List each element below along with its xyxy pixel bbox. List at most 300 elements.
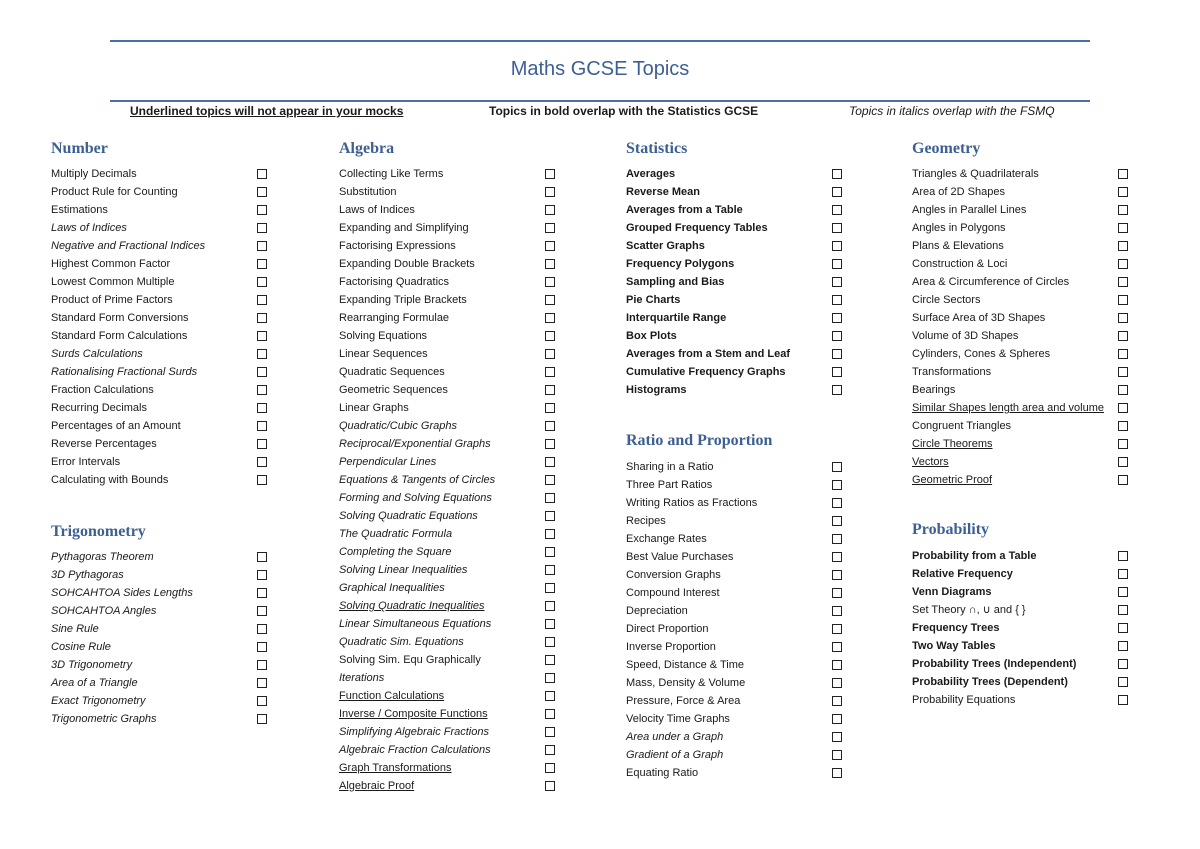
topic-item [339, 417, 559, 435]
topic-item [339, 777, 559, 795]
topic-checkbox[interactable] [832, 367, 842, 377]
topic-label: Recipes [626, 515, 666, 527]
topic-checkbox[interactable] [545, 493, 555, 503]
topic-item [51, 453, 273, 471]
topic-item [912, 453, 1132, 471]
topic-label: Triangles & Quadrilaterals [912, 168, 1039, 180]
topic-item [339, 363, 559, 381]
topic-label: Percentages of an Amount [51, 420, 181, 432]
topic-item [912, 201, 1132, 219]
topic-checkbox[interactable] [545, 547, 555, 557]
topic-checkbox[interactable] [257, 588, 267, 598]
topic-label: Interquartile Range [626, 312, 727, 324]
topic-label: Three Part Ratios [626, 479, 713, 491]
topic-label: Probability Equations [912, 694, 1016, 706]
topic-item [912, 399, 1132, 417]
topic-checkbox[interactable] [257, 367, 267, 377]
topic-label: Bearings [912, 384, 956, 396]
topic-item [912, 547, 1132, 565]
topic-checkbox[interactable] [545, 655, 555, 665]
topic-checkbox[interactable] [832, 678, 842, 688]
topic-label: Iterations [339, 672, 385, 684]
topic-label: Circle Theorems [912, 438, 993, 450]
topic-label: Equating Ratio [626, 767, 699, 779]
section-heading-number: Number [51, 140, 108, 157]
topic-checkbox[interactable] [257, 295, 267, 305]
topic-label: Error Intervals [51, 456, 121, 468]
topic-item [626, 309, 846, 327]
topic-item [339, 687, 559, 705]
topic-checkbox[interactable] [1118, 475, 1128, 485]
topic-checkbox[interactable] [257, 349, 267, 359]
topic-label: Vectors [912, 456, 949, 468]
topic-item [51, 566, 273, 584]
topic-checkbox[interactable] [1118, 223, 1128, 233]
legend-italic: Topics in italics overlap with the FSMQ [849, 104, 1055, 118]
topic-item [51, 255, 273, 273]
topic-checkbox[interactable] [257, 313, 267, 323]
topic-checkbox[interactable] [545, 709, 555, 719]
topic-checkbox[interactable] [832, 570, 842, 580]
topic-checkbox[interactable] [1118, 551, 1128, 561]
topic-item [51, 692, 273, 710]
topic-item [51, 548, 273, 566]
topic-item [912, 327, 1132, 345]
topic-checkbox[interactable] [257, 421, 267, 431]
topic-label: SOHCAHTOA Sides Lengths [51, 587, 193, 599]
topic-label: Reverse Mean [626, 186, 700, 198]
topic-label: Gradient of a Graph [626, 749, 724, 761]
topic-item [339, 561, 559, 579]
topic-checkbox[interactable] [545, 187, 555, 197]
topic-item [626, 219, 846, 237]
topic-checkbox[interactable] [545, 673, 555, 683]
legend-bold: Topics in bold overlap with the Statistics GCSE [489, 104, 759, 118]
section-heading-algebra: Algebra [339, 140, 395, 157]
topic-label: Simplifying Algebraic Fractions [339, 726, 489, 738]
topic-checkbox[interactable] [257, 331, 267, 341]
topic-checkbox[interactable] [1118, 241, 1128, 251]
topic-item [51, 309, 273, 327]
topic-checkbox[interactable] [257, 570, 267, 580]
topic-checkbox[interactable] [832, 331, 842, 341]
topic-item [339, 543, 559, 561]
topic-label: Probability Trees (Independent) [912, 658, 1077, 670]
topic-item [339, 597, 559, 615]
topic-checkbox[interactable] [832, 385, 842, 395]
section-heading-trigonometry: Trigonometry [51, 523, 146, 540]
topic-item [912, 237, 1132, 255]
topic-item [626, 512, 846, 530]
topic-checkbox[interactable] [832, 169, 842, 179]
topic-checkbox[interactable] [545, 619, 555, 629]
topic-checkbox[interactable] [545, 277, 555, 287]
topic-checkbox[interactable] [257, 714, 267, 724]
topic-checkbox[interactable] [545, 313, 555, 323]
topic-checkbox[interactable] [832, 642, 842, 652]
topic-checkbox[interactable] [545, 421, 555, 431]
topic-checkbox[interactable] [832, 768, 842, 778]
topic-item [912, 417, 1132, 435]
topic-list-geometry [912, 165, 1132, 489]
topic-label: Substitution [339, 186, 397, 198]
topic-item [912, 583, 1132, 601]
topic-label: Frequency Polygons [626, 258, 735, 270]
topic-label: Compound Interest [626, 587, 720, 599]
topic-item [51, 363, 273, 381]
topic-item [339, 741, 559, 759]
topic-item [339, 453, 559, 471]
topic-checkbox[interactable] [832, 205, 842, 215]
topic-item [912, 291, 1132, 309]
topic-checkbox[interactable] [545, 295, 555, 305]
topic-item [339, 345, 559, 363]
topic-label: Highest Common Factor [51, 258, 171, 270]
topic-checkbox[interactable] [1118, 623, 1128, 633]
topic-checkbox[interactable] [1118, 695, 1128, 705]
topic-label: Mass, Density & Volume [626, 677, 746, 689]
topic-label: Box Plots [626, 330, 677, 342]
topic-label: Quadratic Sim. Equations [339, 636, 464, 648]
topic-item [912, 435, 1132, 453]
topic-label: Surface Area of 3D Shapes [912, 312, 1046, 324]
topic-item [51, 273, 273, 291]
topic-label: Probability from a Table [912, 550, 1037, 562]
topic-checkbox[interactable] [545, 691, 555, 701]
topic-checkbox[interactable] [257, 205, 267, 215]
topic-checkbox[interactable] [1118, 331, 1128, 341]
topic-checkbox[interactable] [545, 601, 555, 611]
topic-label: Factorising Quadratics [339, 276, 450, 288]
topic-label: Inverse Proportion [626, 641, 716, 653]
topic-label: Geometric Proof [912, 474, 993, 486]
topic-checkbox[interactable] [832, 187, 842, 197]
topic-item [51, 201, 273, 219]
topic-item [912, 309, 1132, 327]
topic-item [626, 674, 846, 692]
topic-item [51, 584, 273, 602]
topic-item [339, 399, 559, 417]
topic-label: Multiply Decimals [51, 168, 137, 180]
topic-item [339, 759, 559, 777]
topic-item [51, 620, 273, 638]
topic-list-number [51, 165, 273, 489]
topic-checkbox[interactable] [545, 781, 555, 791]
topic-checkbox[interactable] [832, 534, 842, 544]
topic-item [912, 183, 1132, 201]
topic-item [912, 255, 1132, 273]
topic-item [51, 674, 273, 692]
topic-label: Transformations [912, 366, 992, 378]
topic-item [51, 417, 273, 435]
topic-item [912, 273, 1132, 291]
topic-checkbox[interactable] [545, 637, 555, 647]
topic-item [339, 219, 559, 237]
topic-item [626, 710, 846, 728]
topic-label: Reciprocal/Exponential Graphs [339, 438, 491, 450]
section-heading-statistics: Statistics [626, 140, 688, 157]
topic-checkbox[interactable] [832, 241, 842, 251]
topic-label: Standard Form Calculations [51, 330, 188, 342]
topic-checkbox[interactable] [832, 277, 842, 287]
topic-checkbox[interactable] [545, 475, 555, 485]
topic-label: Set Theory ∩, ∪ and { } [912, 604, 1026, 616]
topic-item [626, 584, 846, 602]
topic-item [912, 381, 1132, 399]
topic-checkbox[interactable] [257, 259, 267, 269]
topic-list-algebra [339, 165, 559, 795]
topic-label: Scatter Graphs [626, 240, 705, 252]
topic-label: Cosine Rule [51, 641, 111, 653]
topic-checkbox[interactable] [257, 475, 267, 485]
topic-checkbox[interactable] [545, 259, 555, 269]
topic-checkbox[interactable] [1118, 259, 1128, 269]
topic-item [626, 237, 846, 255]
page-title: Maths GCSE Topics [510, 58, 690, 80]
topic-label: Perpendicular Lines [339, 456, 437, 468]
topic-checkbox[interactable] [545, 727, 555, 737]
topic-checkbox[interactable] [832, 660, 842, 670]
topic-item [912, 471, 1132, 489]
topic-checkbox[interactable] [832, 552, 842, 562]
topic-item [51, 710, 273, 728]
topic-label: Similar Shapes length area and volume [912, 402, 1105, 414]
topic-label: Product of Prime Factors [51, 294, 173, 306]
topic-checkbox[interactable] [545, 367, 555, 377]
topic-label: Recurring Decimals [51, 402, 147, 414]
topic-item [626, 165, 846, 183]
topic-item [339, 435, 559, 453]
topic-checkbox[interactable] [1118, 569, 1128, 579]
topic-checkbox[interactable] [545, 403, 555, 413]
topic-label: Function Calculations [339, 690, 445, 702]
topic-label: Area & Circumference of Circles [912, 276, 1070, 288]
topic-checkbox[interactable] [832, 462, 842, 472]
topic-label: Exact Trigonometry [51, 695, 146, 707]
topic-item [626, 602, 846, 620]
topic-checkbox[interactable] [832, 750, 842, 760]
topic-checkbox[interactable] [1118, 349, 1128, 359]
topic-item [912, 565, 1132, 583]
topic-item [626, 381, 846, 399]
topic-checkbox[interactable] [832, 349, 842, 359]
topic-checkbox[interactable] [257, 457, 267, 467]
topic-item [626, 458, 846, 476]
topic-label: Inverse / Composite Functions [339, 708, 488, 720]
topic-label: Linear Sequences [339, 348, 428, 360]
topic-item [339, 255, 559, 273]
topic-label: Surds Calculations [51, 348, 143, 360]
topic-checkbox[interactable] [1118, 641, 1128, 651]
topic-label: Graph Transformations [339, 762, 452, 774]
topic-checkbox[interactable] [832, 223, 842, 233]
topic-label: Depreciation [626, 605, 688, 617]
topic-label: Congruent Triangles [912, 420, 1012, 432]
topic-checkbox[interactable] [257, 660, 267, 670]
topic-item [626, 692, 846, 710]
topic-item [626, 291, 846, 309]
topic-checkbox[interactable] [257, 241, 267, 251]
topic-item [339, 489, 559, 507]
topic-checkbox[interactable] [1118, 367, 1128, 377]
topic-item [339, 273, 559, 291]
topic-label: SOHCAHTOA Angles [51, 605, 157, 617]
topic-checkbox[interactable] [832, 732, 842, 742]
topic-checkbox[interactable] [832, 696, 842, 706]
topic-checkbox[interactable] [832, 259, 842, 269]
topic-checkbox[interactable] [257, 439, 267, 449]
topic-checkbox[interactable] [832, 606, 842, 616]
topic-checkbox[interactable] [1118, 277, 1128, 287]
topic-list-probability [912, 547, 1132, 709]
topic-item [339, 723, 559, 741]
topic-checkbox[interactable] [832, 295, 842, 305]
topic-checkbox[interactable] [257, 223, 267, 233]
topic-item [51, 381, 273, 399]
topic-checkbox[interactable] [1118, 403, 1128, 413]
topic-label: Angles in Polygons [912, 222, 1006, 234]
topic-label: Laws of Indices [51, 222, 127, 234]
legend-underlined: Underlined topics will not appear in your mocks [130, 104, 404, 118]
topic-checkbox[interactable] [257, 277, 267, 287]
topic-item [912, 165, 1132, 183]
topic-checkbox[interactable] [545, 169, 555, 179]
topic-checkbox[interactable] [832, 480, 842, 490]
topic-checkbox[interactable] [1118, 457, 1128, 467]
topic-checkbox[interactable] [832, 588, 842, 598]
topic-checkbox[interactable] [257, 606, 267, 616]
topic-item [339, 525, 559, 543]
topic-label: Completing the Square [339, 546, 452, 558]
topic-label: Reverse Percentages [51, 438, 157, 450]
topic-item [626, 363, 846, 381]
topic-checkbox[interactable] [257, 678, 267, 688]
topic-checkbox[interactable] [545, 385, 555, 395]
topic-checkbox[interactable] [545, 349, 555, 359]
topic-item [626, 620, 846, 638]
topic-label: Laws of Indices [339, 204, 415, 216]
topic-checkbox[interactable] [832, 498, 842, 508]
topic-label: Exchange Rates [626, 533, 707, 545]
topic-label: Volume of 3D Shapes [912, 330, 1019, 342]
topic-checkbox[interactable] [1118, 169, 1128, 179]
topic-checkbox[interactable] [545, 241, 555, 251]
topic-label: Pie Charts [626, 294, 681, 306]
topic-item [51, 399, 273, 417]
topic-checkbox[interactable] [832, 624, 842, 634]
topic-label: Linear Simultaneous Equations [339, 618, 492, 630]
topic-item [339, 669, 559, 687]
topic-label: Rearranging Formulae [339, 312, 450, 324]
topic-checkbox[interactable] [257, 624, 267, 634]
topic-checkbox[interactable] [257, 169, 267, 179]
topic-checkbox[interactable] [832, 313, 842, 323]
topic-label: Solving Linear Inequalities [339, 564, 468, 576]
topic-checkbox[interactable] [257, 696, 267, 706]
topic-label: Pythagoras Theorem [51, 551, 154, 563]
topic-item [339, 705, 559, 723]
topic-item [626, 746, 846, 764]
topic-checkbox[interactable] [545, 331, 555, 341]
topic-checkbox[interactable] [257, 642, 267, 652]
topic-item [51, 219, 273, 237]
section-heading-ratio: Ratio and Proportion [626, 432, 773, 449]
topic-checkbox[interactable] [545, 205, 555, 215]
topic-checkbox[interactable] [257, 403, 267, 413]
topic-label: Expanding and Simplifying [339, 222, 469, 234]
topic-checkbox[interactable] [1118, 205, 1128, 215]
topic-checkbox[interactable] [545, 439, 555, 449]
topic-checkbox[interactable] [257, 385, 267, 395]
topic-item [912, 363, 1132, 381]
topic-label: Averages from a Stem and Leaf [626, 348, 791, 360]
topic-item [339, 165, 559, 183]
topic-item [51, 345, 273, 363]
topic-label: Pressure, Force & Area [626, 695, 741, 707]
topic-label: Conversion Graphs [626, 569, 721, 581]
topic-checkbox[interactable] [257, 187, 267, 197]
topic-item [626, 638, 846, 656]
topic-item [51, 435, 273, 453]
topic-checkbox[interactable] [545, 457, 555, 467]
topic-label: Graphical Inequalities [339, 582, 445, 594]
topic-checkbox[interactable] [1118, 439, 1128, 449]
topic-label: Cumulative Frequency Graphs [626, 366, 786, 378]
topic-item [912, 691, 1132, 709]
topic-item [51, 165, 273, 183]
topic-checkbox[interactable] [1118, 677, 1128, 687]
topic-item [912, 345, 1132, 363]
topic-checkbox[interactable] [545, 223, 555, 233]
topic-checkbox[interactable] [1118, 313, 1128, 323]
topic-label: Estimations [51, 204, 108, 216]
topic-checkbox[interactable] [1118, 187, 1128, 197]
legend-rule [110, 100, 1090, 102]
topic-item [339, 381, 559, 399]
topic-checkbox[interactable] [545, 763, 555, 773]
topic-item [912, 637, 1132, 655]
topic-item [51, 602, 273, 620]
topic-checkbox[interactable] [1118, 659, 1128, 669]
topic-checkbox[interactable] [1118, 605, 1128, 615]
topic-label: Equations & Tangents of Circles [339, 474, 496, 486]
topic-label: Sharing in a Ratio [626, 461, 714, 473]
topic-checkbox[interactable] [545, 565, 555, 575]
topic-checkbox[interactable] [545, 529, 555, 539]
topic-checkbox[interactable] [545, 511, 555, 521]
topic-item [626, 255, 846, 273]
topic-checkbox[interactable] [832, 714, 842, 724]
topic-checkbox[interactable] [257, 552, 267, 562]
topic-checkbox[interactable] [1118, 421, 1128, 431]
topic-list-trigonometry [51, 548, 273, 728]
topic-checkbox[interactable] [545, 583, 555, 593]
section-heading-probability: Probability [912, 521, 990, 538]
topic-label: Solving Sim. Equ Graphically [339, 654, 481, 666]
topic-item [51, 471, 273, 489]
topic-item [339, 507, 559, 525]
topic-checkbox[interactable] [1118, 295, 1128, 305]
topic-checkbox[interactable] [1118, 587, 1128, 597]
topic-item [626, 476, 846, 494]
topic-label: Averages [626, 168, 676, 180]
topic-checkbox[interactable] [545, 745, 555, 755]
topic-label: Speed, Distance & Time [626, 659, 745, 671]
topic-item [626, 494, 846, 512]
topic-label: Product Rule for Counting [51, 186, 178, 198]
topic-checkbox[interactable] [832, 516, 842, 526]
topic-checkbox[interactable] [1118, 385, 1128, 395]
